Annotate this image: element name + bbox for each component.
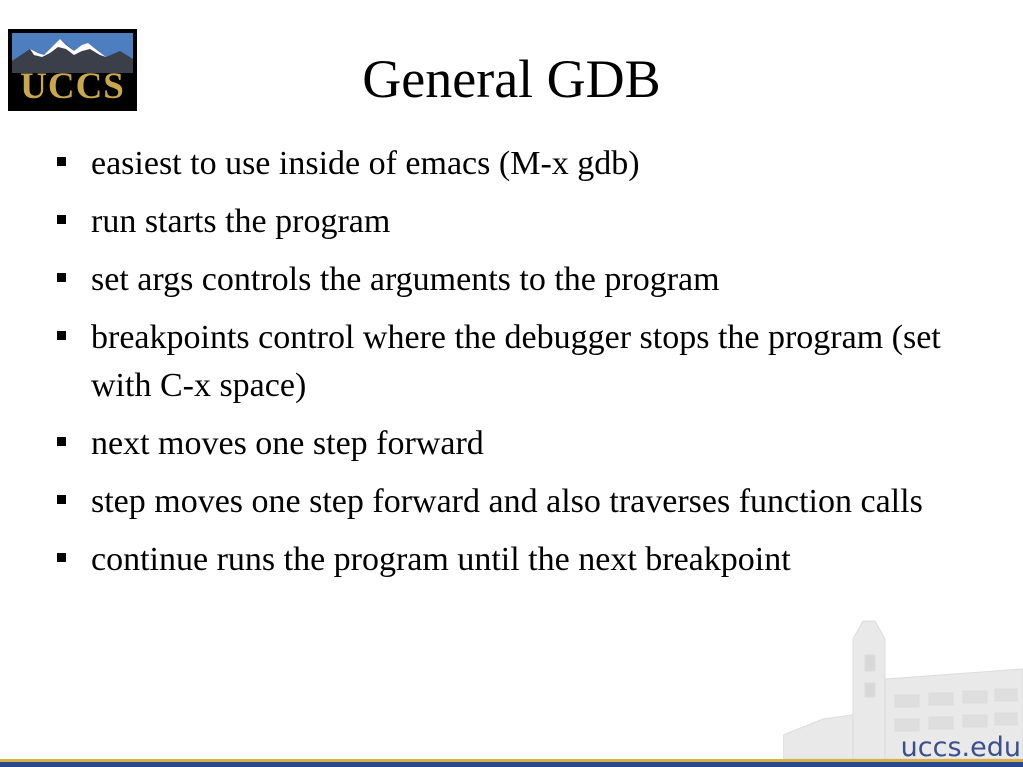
footer-divider-blue	[0, 762, 1023, 767]
logo-text: UCCS	[20, 66, 125, 107]
list-item	[56, 478, 956, 526]
list-item-text: easiest to use inside of emacs (M-x gdb)	[91, 145, 640, 182]
list-item	[56, 256, 956, 304]
list-item	[56, 536, 956, 584]
list-item-text: run starts the program	[91, 203, 391, 240]
square-bullet-icon	[57, 553, 66, 562]
bullet-list	[56, 140, 956, 594]
list-item-text: continue runs the program until the next breakpoint	[91, 541, 791, 578]
list-item-text: next moves one step forward	[91, 425, 484, 462]
list-item	[56, 140, 956, 188]
square-bullet-icon	[57, 331, 66, 340]
page-title: General GDB	[362, 49, 661, 109]
square-bullet-icon	[57, 495, 66, 504]
square-bullet-icon	[57, 215, 66, 224]
footer-url: uccs.edu	[900, 732, 1021, 763]
list-item	[56, 420, 956, 468]
square-bullet-icon	[57, 273, 66, 282]
list-item-text: breakpoints control where the debugger stops the program (set with C-x space)	[91, 319, 941, 404]
list-item	[56, 314, 956, 410]
square-bullet-icon	[57, 157, 66, 166]
list-item-text: set args controls the arguments to the program	[91, 261, 720, 298]
square-bullet-icon	[57, 437, 66, 446]
list-item-text: step moves one step forward and also traverses function calls	[91, 483, 923, 520]
list-item	[56, 198, 956, 246]
